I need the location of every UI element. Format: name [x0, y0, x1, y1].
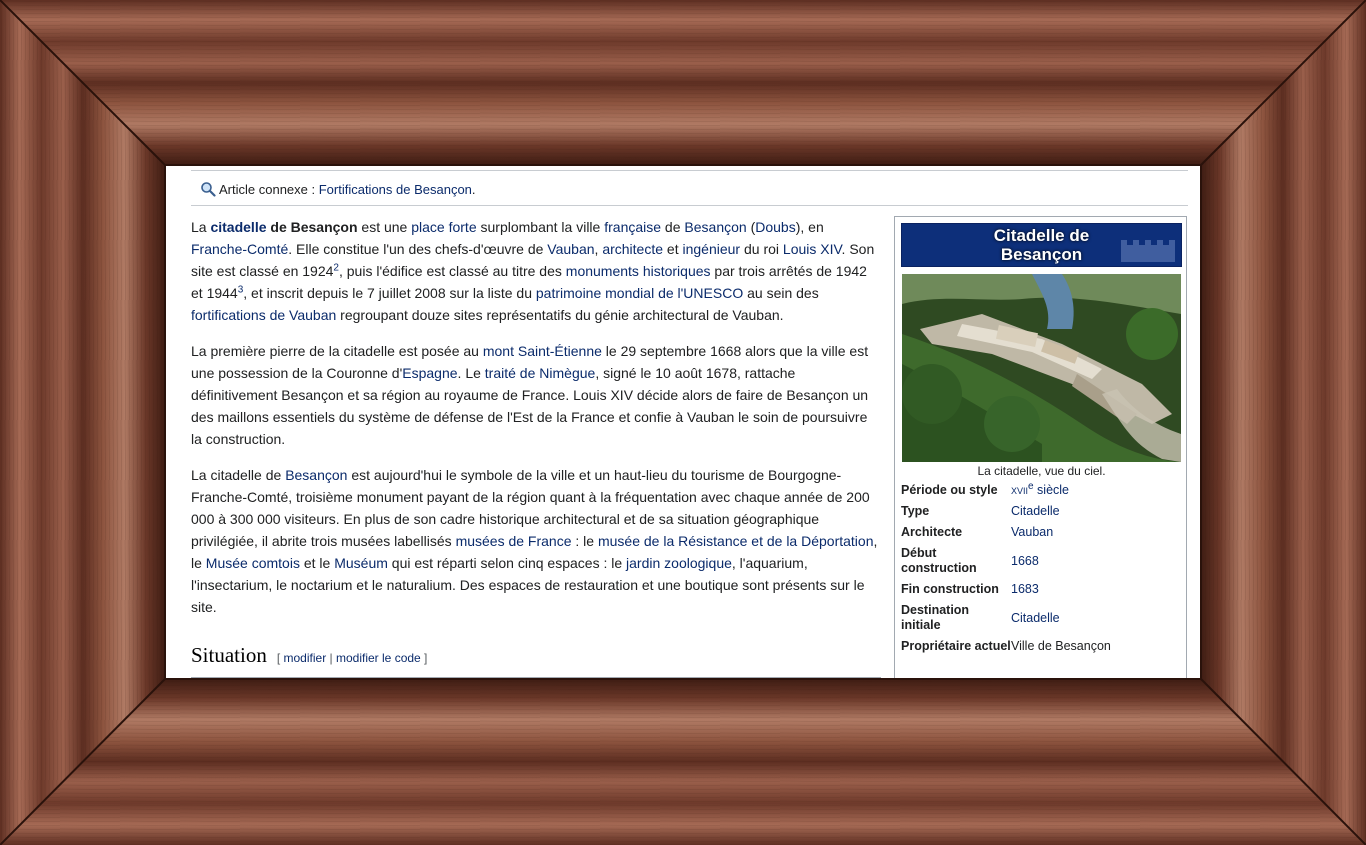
section-title: Situation: [191, 643, 267, 667]
link-destination-value[interactable]: Citadelle: [1011, 610, 1060, 625]
infobox-row-debut: [901, 546, 1184, 576]
infobox-rows: [901, 480, 1184, 660]
infobox-row-destination: [901, 603, 1184, 633]
text: qui est réparti selon cinq espaces : le: [387, 555, 627, 571]
text: ), en: [795, 219, 824, 235]
link-musee-comtois[interactable]: Musée comtois: [205, 555, 300, 571]
row-label: Destination initiale: [901, 603, 970, 632]
text: ,: [594, 241, 603, 257]
text: du roi: [740, 241, 783, 257]
text: , l'aquarium, l'insectarium, le noctarium et le naturalium. Des espaces de restauration et une boutique sont présents sur le site.: [191, 555, 865, 615]
link-museum[interactable]: Muséum: [334, 555, 388, 571]
link-doubs[interactable]: Doubs: [755, 219, 796, 235]
link-monuments-historiques[interactable]: monuments historiques: [565, 263, 711, 279]
link-debut-value[interactable]: 1668: [1011, 553, 1039, 568]
century-sup: e: [1028, 480, 1034, 492]
text: est une: [357, 219, 412, 235]
link-besancon-2[interactable]: Besançon: [285, 467, 348, 483]
paragraph-2: [191, 340, 881, 450]
link-louis-xiv[interactable]: Louis XIV: [782, 241, 842, 257]
century-suffix: siècle: [1033, 483, 1070, 497]
infobox: [894, 216, 1187, 678]
article-intro: [191, 216, 881, 632]
reference-2[interactable]: 2: [333, 262, 339, 274]
section-heading-situation: [191, 642, 881, 678]
link-musees-de-france[interactable]: musées de France: [455, 533, 572, 549]
bracket: [: [276, 651, 284, 665]
text: , signé le 10 août 1678, rattache définitivement Besançon et sa région au royaume de France. Louis XIV décide alors de faire de Besançon un des maillons essentiels du système de défense de l'Est de la France et confie à Vauban le soin de poursuivre la construction.: [191, 365, 869, 447]
infobox-row-architecte: [901, 525, 1184, 540]
text: . Le: [457, 365, 485, 381]
edit-section: [277, 651, 428, 665]
row-label: Début construction: [901, 546, 977, 575]
infobox-row-type: [901, 504, 1184, 519]
text: , le: [191, 533, 878, 571]
hatnote-suffix: .: [471, 182, 476, 197]
infobox-title-text: Citadelle de Besançon: [993, 226, 1090, 264]
row-value: [1011, 480, 1184, 498]
row-label: Fin construction: [901, 582, 999, 596]
link-traite-nimegue[interactable]: traité de Nimègue: [484, 365, 596, 381]
link-mont-saint-etienne[interactable]: mont Saint-Étienne: [482, 343, 602, 359]
text: est aujourd'hui le symbole de la ville et un haut-lieu du tourisme de Bourgogne-Franche-Comté, troisième monument payant de la région quant à la fréquentation avec chaque année de 200 000 à 300 000 visiteurs. En plus de son cadre historique architectural et de sa situation géographique privilégiée, il abrite trois musées labellisés: [191, 467, 870, 549]
text: par trois arrêtés de 1942 et 1944: [191, 263, 867, 301]
link-espagne[interactable]: Espagne: [402, 365, 458, 381]
edit-link[interactable]: modifier: [283, 651, 327, 665]
infobox-row-fin: [901, 582, 1184, 597]
hatnote-prefix: Article connexe :: [219, 182, 319, 197]
row-value: Ville de Besançon: [1011, 639, 1111, 653]
text: au sein des: [743, 285, 819, 301]
bracket: ]: [420, 651, 428, 665]
paragraph-1: [191, 216, 881, 326]
link-place-forte[interactable]: place forte: [411, 219, 477, 235]
link-architecte[interactable]: architecte: [602, 241, 664, 257]
infobox-row-proprietaire: [901, 639, 1184, 654]
link-architecte-value[interactable]: Vauban: [1011, 525, 1054, 539]
row-label: Propriétaire actuel: [901, 639, 1011, 653]
reference-3[interactable]: 3: [237, 284, 244, 296]
link-besancon[interactable]: Besançon: [684, 219, 747, 235]
hatnote: [191, 170, 1188, 206]
link-siecle[interactable]: [1011, 480, 1070, 497]
separator: |: [326, 651, 336, 665]
text: et le: [299, 555, 335, 571]
link-francaise[interactable]: française: [604, 219, 662, 235]
link-jardin-zoologique[interactable]: jardin zoologique: [626, 555, 732, 571]
magnifier-icon: [200, 181, 216, 197]
infobox-row-periode: [901, 480, 1184, 498]
century-roman: xvii: [1011, 483, 1029, 497]
text: La citadelle de: [191, 467, 286, 483]
text: le 29 septembre 1668 alors que la ville est une possession de la Couronne d': [191, 343, 869, 381]
text: La: [191, 219, 211, 235]
row-label: Type: [901, 504, 930, 518]
text-bold: de Besançon: [266, 219, 358, 235]
text: : le: [571, 533, 598, 549]
paragraph-3: [191, 464, 881, 618]
link-unesco[interactable]: patrimoine mondial de l'UNESCO: [535, 285, 744, 301]
text: , puis l'édifice est classé au titre des: [338, 263, 566, 279]
edit-code-link[interactable]: modifier le code: [336, 651, 421, 665]
text: et: [663, 241, 683, 257]
link-type-value[interactable]: Citadelle: [1011, 504, 1060, 518]
link-franche-comte[interactable]: Franche-Comté: [191, 241, 289, 257]
text: de: [661, 219, 685, 235]
hatnote-link[interactable]: Fortifications de Besançon: [318, 182, 472, 197]
infobox-title: [901, 223, 1182, 267]
text: . Son site est classé en 1924: [191, 241, 875, 279]
text: surplombant la ville: [476, 219, 605, 235]
row-label: Architecte: [901, 525, 963, 539]
castle-icon: [1119, 230, 1175, 262]
link-ingenieur[interactable]: ingénieur: [682, 241, 741, 257]
citadel-aerial-image[interactable]: [902, 274, 1181, 462]
infobox-caption: La citadelle, vue du ciel.: [977, 464, 1106, 478]
link-fortifications-vauban[interactable]: fortifications de Vauban: [191, 307, 337, 323]
link-fin-value[interactable]: 1683: [1011, 582, 1039, 596]
text: . Elle constitue l'un des chefs-d'œuvre de: [288, 241, 548, 257]
text: La première pierre de la citadelle est posée au: [191, 343, 483, 359]
article-page: [166, 166, 1200, 678]
row-label: Période ou style: [901, 483, 998, 497]
text: , et inscrit depuis le 7 juillet 2008 sur la liste du: [243, 285, 536, 301]
text: regroupant douze sites représentatifs du génie architectural de Vauban.: [336, 307, 784, 323]
text: (: [746, 219, 756, 235]
link-vauban[interactable]: Vauban: [547, 241, 595, 257]
link-musee-resistance[interactable]: musée de la Résistance et de la Déportation: [597, 533, 874, 549]
link-citadelle[interactable]: citadelle: [210, 219, 267, 235]
